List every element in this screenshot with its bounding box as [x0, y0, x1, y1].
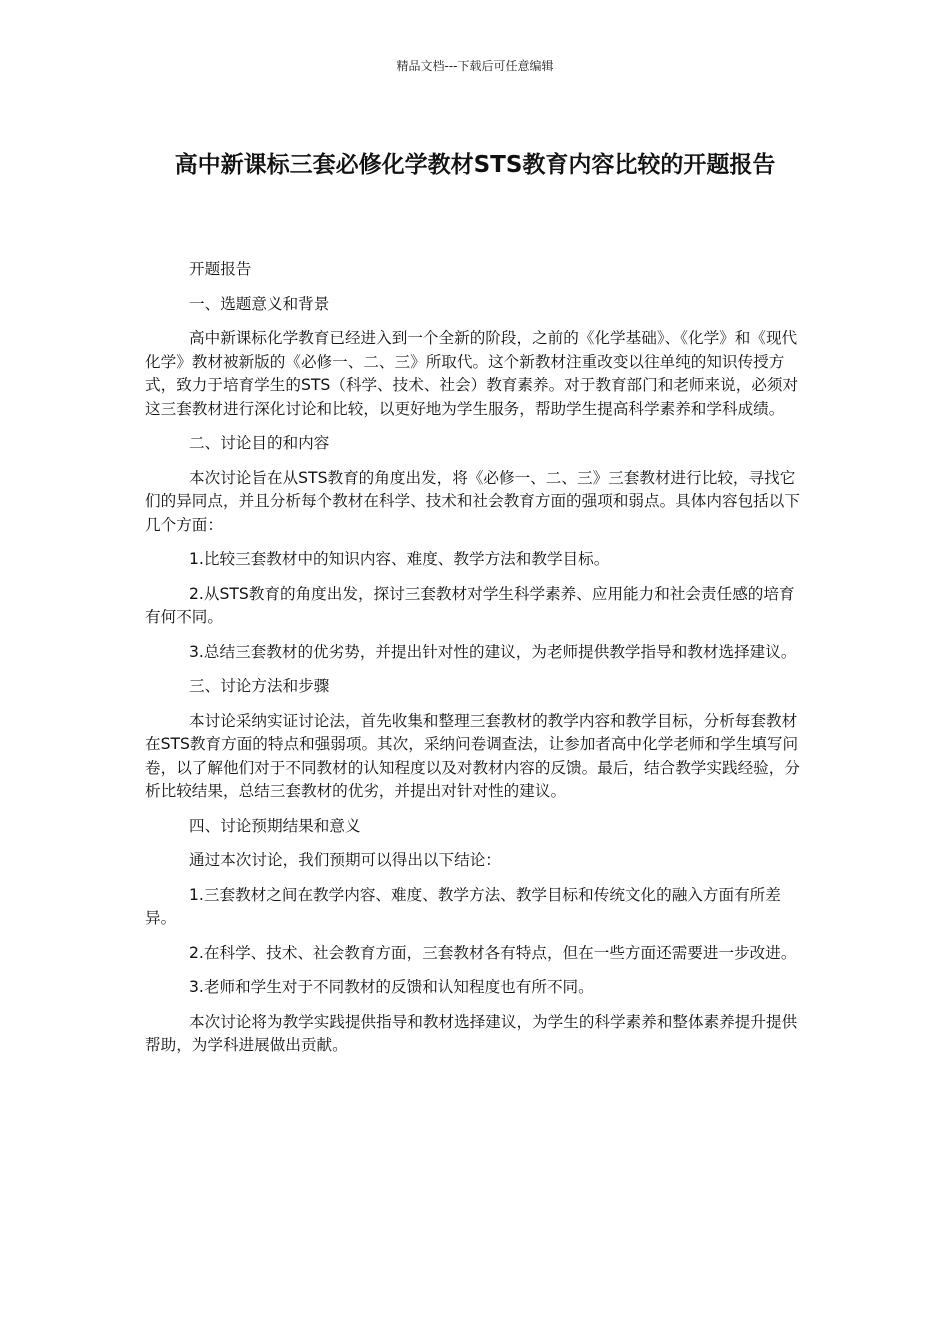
page-header: 精品文档---下载后可任意编辑	[396, 59, 554, 73]
list-item: 3.总结三套教材的优劣势，并提出针对性的建议，为老师提供教学指导和教材选择建议。	[189, 642, 797, 661]
list-item: 2.从STS教育的角度出发，探讨三套教材对学生科学素养、应用能力和社会责任感的培育有何不同。	[145, 584, 795, 626]
list-item: 1.三套教材之间在教学内容、难度、教学方法、教学目标和传统文化的融入方面有所差异。	[145, 885, 781, 927]
document-body	[145, 258, 807, 1069]
list-item: 1.比较三套教材中的知识内容、难度、教学方法和教学目标。	[189, 550, 610, 568]
list-item: 2.在科学、技术、社会教育方面，三套教材各有特点，但在一些方面还需要进一步改进。	[189, 943, 797, 962]
section-heading-1: 一、选题意义和背景	[189, 294, 330, 313]
paragraph: 本讨论采纳实证讨论法，首先收集和整理三套教材的教学内容和教学目标，分析每套教材在STS教育方面的特点和强弱项。其次，采纳问卷调查法，让参加者高中化学老师和学生填写问卷，以了解他们对于不同教材的认知程度以及对教材内容的反馈。最后，结合教学实践经验，分析比较结果，总结三套教材的优劣，并提出对针对性的建议。	[145, 711, 800, 800]
section-label: 开题报告	[189, 260, 252, 278]
paragraph: 高中新课标化学教育已经进入到一个全新的阶段，之前的《化学基础》、《化学》和《现代化学》教材被新版的《必修一、二、三》所取代。这个新教材注重改变以往单纯的知识传授方式，致力于培育学生的STS（科学、技术、社会）教育素养。对于教育部门和老师来说，必须对这三套教材进行深化讨论和比较，以更好地为学生服务，帮助学生提高科学素养和学科成绩。	[145, 329, 799, 418]
paragraph: 本次讨论旨在从STS教育的角度出发，将《必修一、二、三》三套教材进行比较，寻找它们的异同点，并且分析每个教材在科学、技术和社会教育方面的强项和弱点。具体内容包括以下几个方面：	[145, 468, 800, 534]
paragraph: 本次讨论将为教学实践提供指导和教材选择建议，为学生的科学素养和整体素养提升提供帮助，为学科进展做出贡献。	[145, 1012, 798, 1054]
list-item: 3.老师和学生对于不同教材的反馈和认知程度也有所不同。	[189, 978, 594, 996]
section-heading-2: 二、讨论目的和内容	[189, 434, 330, 452]
section-heading-3: 三、讨论方法和步骤	[189, 677, 330, 695]
paragraph: 通过本次讨论，我们预期可以得出以下结论：	[189, 851, 501, 869]
section-heading-4: 四、讨论预期结果和意义	[189, 816, 361, 835]
document-title: 高中新课标三套必修化学教材STS教育内容比较的开题报告	[174, 152, 776, 178]
